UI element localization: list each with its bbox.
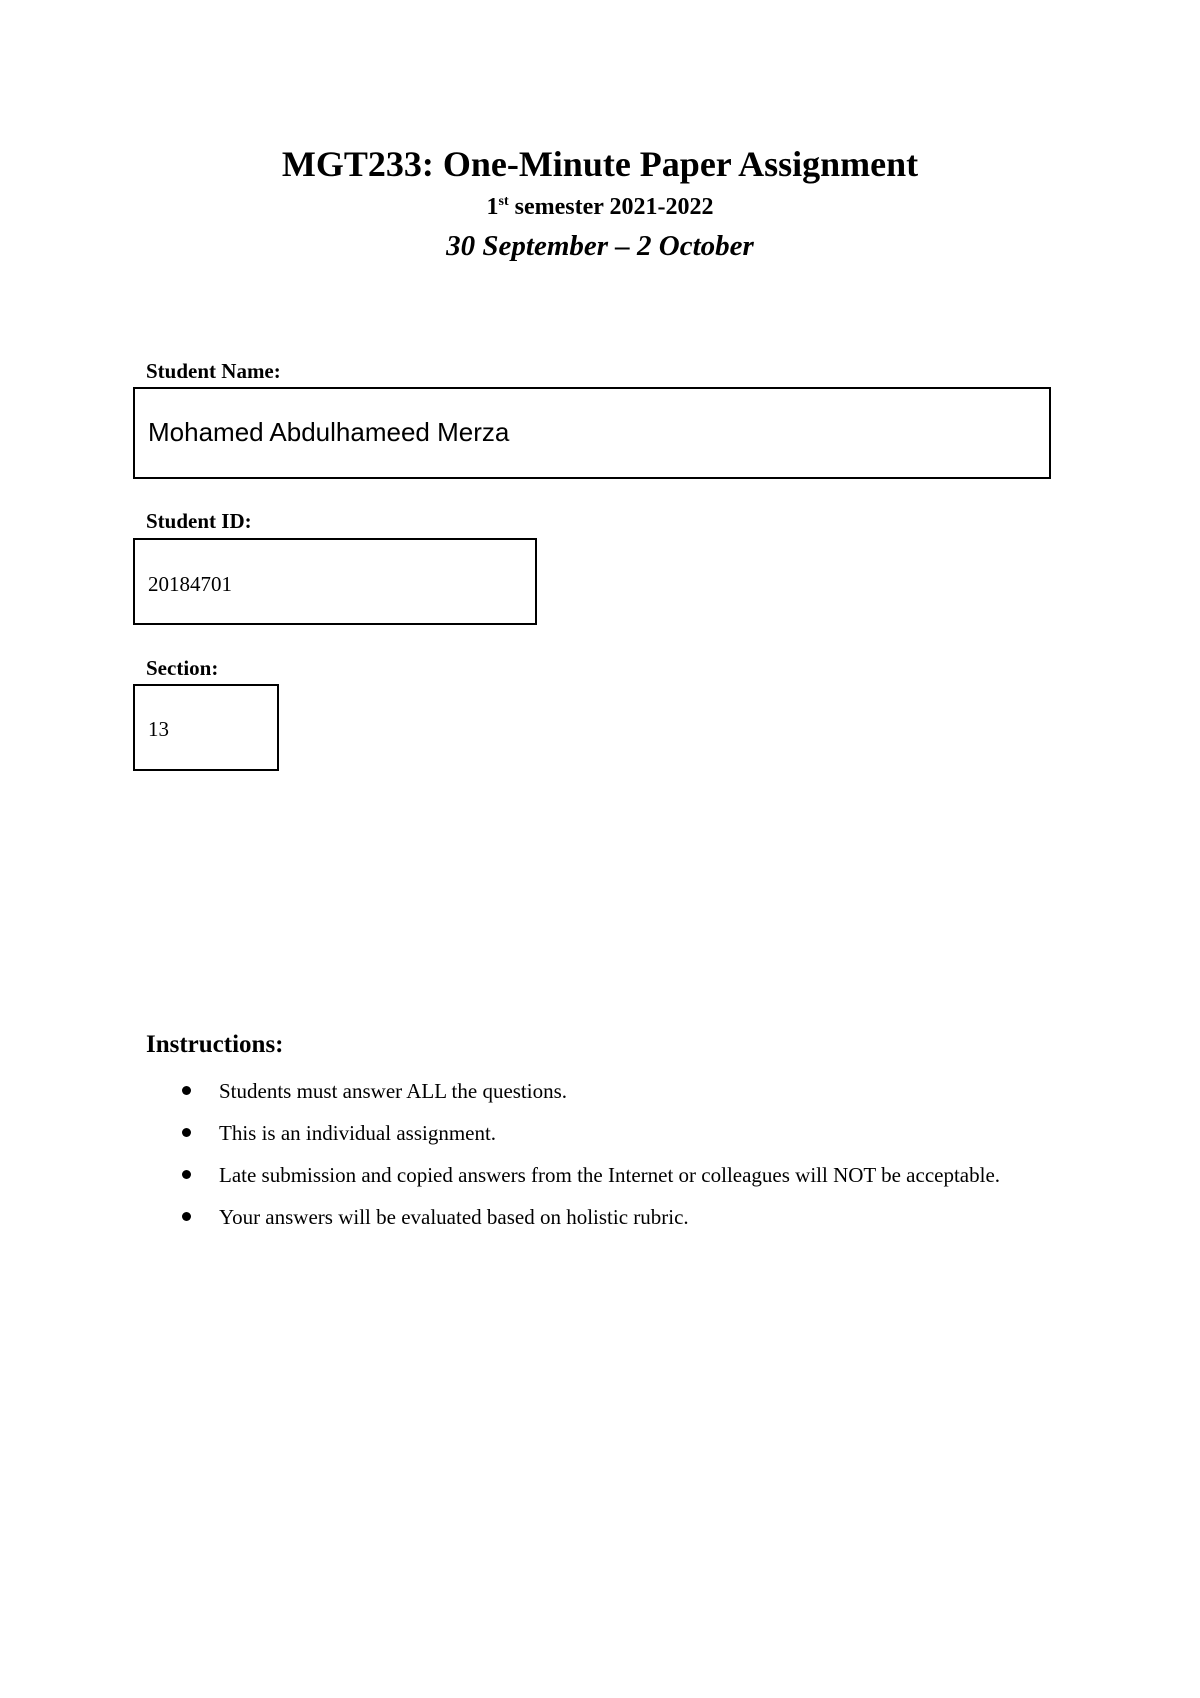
student-id-field[interactable]	[133, 538, 537, 625]
instruction-item	[0, 1070, 1039, 1112]
instruction-text: Your answers will be evaluated based on holistic rubric.	[219, 1205, 689, 1229]
section-field[interactable]	[133, 684, 279, 771]
section-value: 13	[148, 717, 169, 741]
bullet-icon	[182, 1086, 191, 1095]
student-name-field[interactable]	[133, 387, 1051, 479]
instruction-text: Late submission and copied answers from the Internet or colleagues will NOT be acceptable.	[219, 1163, 1001, 1187]
student-id-value: 20184701	[148, 572, 232, 596]
instruction-item	[0, 1196, 1039, 1238]
bullet-icon	[182, 1212, 191, 1221]
student-name-value: Mohamed Abdulhameed Merza	[148, 417, 510, 447]
bullet-icon	[182, 1128, 191, 1137]
semester-text: semester 2021-2022	[508, 194, 714, 220]
instruction-item	[0, 1154, 1039, 1196]
instruction-item	[0, 1112, 1039, 1154]
instructions-heading: Instructions:	[146, 1031, 284, 1058]
semester-ordinal-suffix: st	[498, 194, 509, 209]
section-label: Section:	[146, 656, 219, 680]
instruction-text: Students must answer ALL the questions.	[219, 1079, 568, 1103]
instructions-list	[0, 1070, 1200, 1238]
student-name-label: Student Name:	[146, 359, 281, 383]
instruction-text: This is an individual assignment.	[219, 1121, 497, 1145]
document-title: MGT233: One-Minute Paper Assignment	[281, 144, 919, 184]
student-id-label: Student ID:	[146, 509, 252, 533]
date-range: 30 September – 2 October	[446, 230, 754, 262]
semester-number: 1	[486, 194, 499, 220]
bullet-icon	[182, 1170, 191, 1179]
semester-line	[0, 192, 1200, 222]
